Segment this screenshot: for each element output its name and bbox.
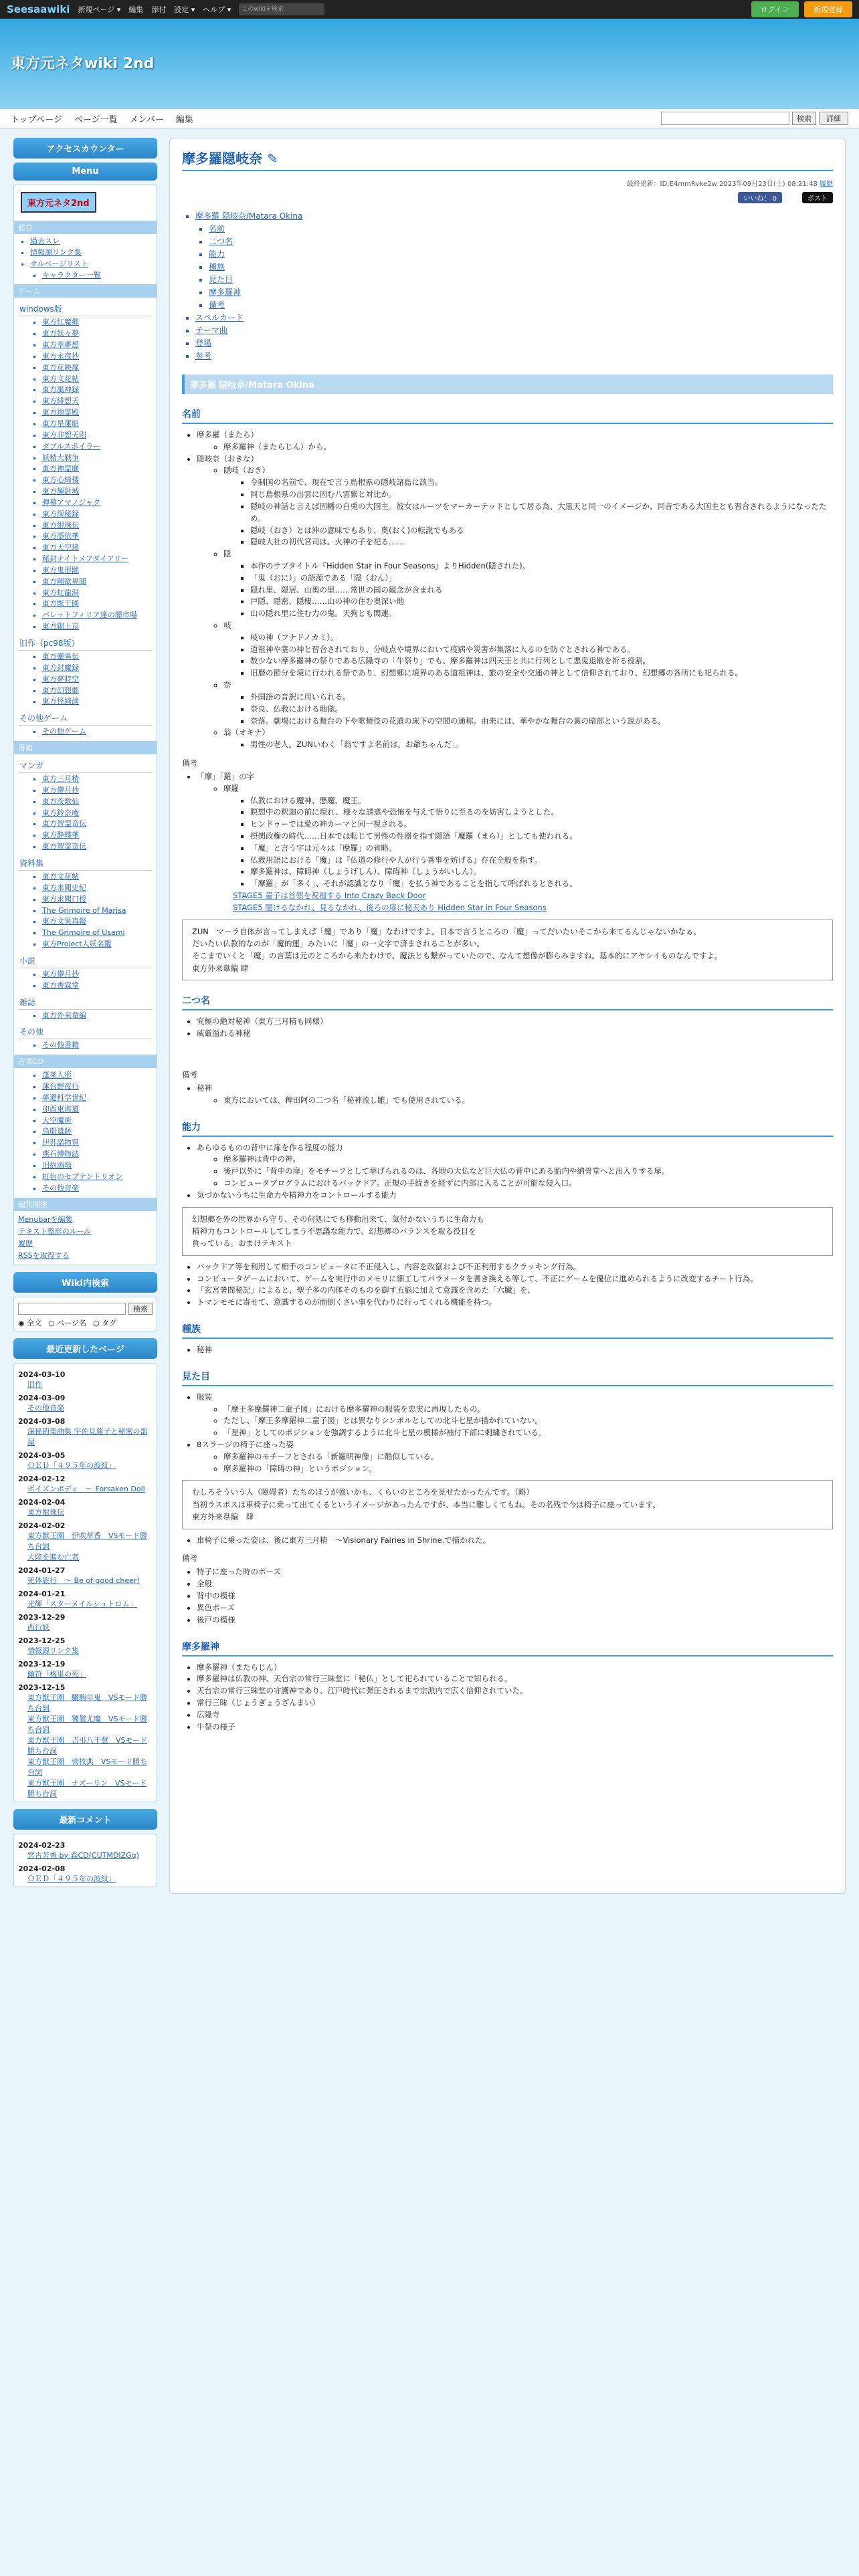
sidebar-item[interactable]: ▪ 東方儚月抄 [42,970,153,980]
seesaa-logo[interactable]: Seesaawiki [7,3,70,15]
quote-line: そこまでいくと「魔」の言葉は元のところから来たわけで、魔法とも繋がっていたので、なんて想像が膨らみますね。基本的にアヤシイものなんですよ。 [192,951,723,961]
sidebar-item[interactable]: ▪ その他音楽 [42,1184,153,1194]
list-item: • 全般 [197,1578,833,1590]
recent-date: 2024-02-08 [18,1864,66,1873]
wiki-search-box [13,1297,157,1331]
nav-edit[interactable]: 編集 [175,114,193,125]
nav-search-input[interactable] [661,112,789,125]
toc-item[interactable]: ▪ 摩多羅神 [209,286,833,298]
sidebar-item[interactable]: ▪ 東方酔蝶華 [42,831,153,841]
recent-link[interactable]: 光輝「スターメイルシュトロム」 [27,1599,137,1608]
recent-link[interactable]: 東方獣王園 驪駒早鬼 VSモード勝ち台詞 [27,1693,148,1713]
nav-search-button[interactable]: 検索 [792,112,816,125]
list-item: • 「玄宮署間秘記」によると、聖子多の内体そのものを御す五脳に加えて意識を含めた「六臓」を、 [197,1285,833,1297]
recent-link[interactable]: ＯＥＤ「４９５年の波紋」 [27,1461,116,1470]
x-post-button[interactable]: ポスト [802,192,833,203]
heading-name: 名前 [182,407,833,424]
menu-box [13,185,157,1265]
sidebar-item[interactable]: ▪ 東方鈴奈庵 [42,809,153,819]
search-opt-full[interactable]: ◉ 全文 [18,1318,42,1327]
sidebar-item[interactable]: ▪ その他書籍 [42,1041,153,1051]
recent-link[interactable]: 情報源リンク集 [27,1646,79,1655]
heading-ability: 能力 [182,1120,833,1137]
recent-date: 2024-02-04 [18,1497,66,1507]
sidebar-item[interactable]: ▪ 東方智霊奇伝 [42,819,153,829]
list-item: ▪ 「魔」と言う字は元々は「摩羅」の省略。 [250,843,833,855]
heading-species: 種族 [182,1322,833,1339]
sidebar-item[interactable]: ▪ 東方輝針城 [42,487,153,497]
sidebar-item[interactable]: ▪ 東方錦上京 [42,622,153,632]
recent-link[interactable]: 東方獣王園 伊吹萃香 VSモード勝ち台詞 [27,1531,148,1551]
heading-appearance: 見た目 [182,1370,833,1386]
sidebar-item[interactable]: ▪ 情報源リンク集 [30,248,153,258]
list-item: • 威厳溢れる神秘 [197,1028,833,1040]
list-item: • 車椅子に乗った姿は、後に東方三月精 ～Visionary Fairies in Shrine.で描かれた。 [197,1535,833,1547]
quote-line: 精神力もコントロールしてしまう不思議な能力で、幻想郷のバランスを取る役目を [192,1226,476,1236]
wiki-search-input[interactable] [18,1303,126,1315]
site-title[interactable]: 東方元ネタwiki 2nd [11,56,155,72]
list-item: ▪ 戸隠、隠密、隠棲……山の神の住む奥深い地 [250,596,833,608]
list-item: ▪ 摂関政権の時代……日本では転じて男性の性器を指す隠語「魔羅（まら）」としても使われる。 [250,831,833,843]
recent-link[interactable]: 深秘的楽曲集 宇佐見蓮子と秘密の部屋 [27,1426,148,1446]
quote-line: 負っている。おまけテキスト [192,1239,292,1249]
recent-link[interactable]: 東方獣王園 ナズーリン VSモード勝ち台詞 [27,1778,147,1798]
recent-date: 2024-02-23 [18,1840,66,1850]
toc-item[interactable]: ▪ 二つ名 [209,235,833,247]
sidebar-item[interactable]: ▪ 東方風神録 [42,385,153,395]
login-button[interactable]: ログイン [751,1,799,17]
quote-line: 東方外来韋編 肆 [192,963,249,973]
comments-header: 最新コメント [13,1809,157,1830]
list-item: ▪ 山の隠れ里に住む力の鬼。天狗とも関連。 [250,608,833,620]
sidebar-item[interactable]: ▪ 東方永夜抄 [42,352,153,362]
list-item: • 摩多羅神（またらじん） [197,1662,833,1674]
sidebar-item[interactable]: ▪ 東方求聞口授 [42,895,153,905]
sidebar-item[interactable]: ▪ 伊弉諾物質 [42,1138,153,1148]
sidebar-item[interactable]: ▪ 東方封魔録 [42,663,153,673]
recent-link[interactable]: 西行妖 [27,1622,50,1632]
toc-item-okina[interactable]: ▪ 摩多羅 隠岐奈/Matara Okina [195,210,833,221]
sidebar-item[interactable]: ▪ 東方智霊奇伝 [42,842,153,852]
quote-box-zun [182,920,833,981]
list-item: • バックドア等を利用して相手のコンピュータに不正侵入し、内容を改竄および不正利用するクラッキング行為。 [197,1261,833,1273]
sidebar-item[interactable]: ▪ 東方神霊廟 [42,464,153,474]
menu-logo[interactable]: 東方元ネタ2nd [21,192,96,213]
list-item: ▪ 男性の老人。ZUNいわく「翁ですよ名前は。お爺ちゃんだ」。 [250,739,833,751]
windows-title: windows版 [18,302,153,316]
history-link[interactable]: 履歴 [820,181,833,188]
sidebar-item[interactable]: ▪ 東方茨歌仙 [42,797,153,807]
pc98-title: 旧作（pc98版） [18,636,153,651]
sidebar-item[interactable]: ▪ 東方文花帖 [42,872,153,882]
quote-box-appearance [182,1480,833,1529]
list-item: ▪ 仏教における魔神、悪魔、魔王。 [250,795,833,807]
list-item: ▪ 外国語の音訳に用いられる。 [250,691,833,704]
sidebar-item[interactable]: ▪ 東方妖々夢 [42,329,153,339]
list-item: • 秘神 [197,1344,833,1356]
list-item: ▪ 令制国の名前で、現在で言う島根県の隠岐諸島に該当。 [250,477,833,489]
quote-line: 東方外来韋編 肆 [192,1512,254,1522]
sidebar-item[interactable]: ▪ 東方夢時空 [42,675,153,685]
heading-matarajin: 摩多羅神 [182,1640,833,1656]
sidebar-item[interactable]: ▪ 東方靈異伝 [42,652,153,662]
sec-books: 書籍 [14,741,157,754]
edit-pencil-icon[interactable]: ✎ [266,150,278,167]
main-content: 摩多羅隠岐奈 ✎ 最終更新：ID:E4mmRvke2w 2023年09月23日(土) 08:21:48 履歴 いいね！ 0 ポスト ▪ 摩多羅 隠岐奈/Matara Okina ▪ 名前 ▪ 二つ名 ▪ 能力 ▪ 種族 ▪ 見た目 ▪ 摩多羅神 ▪ 備考 ▪ スペルカード ▪ テーマ曲 ▪ 登場 ▪ 参考 摩多羅 隠岐奈/Matara Okina 名前 • 摩多羅（またら） ◦ 摩多羅神（またらじん）から。 • 隠岐奈（おきな） ◦ 隠岐（おき） ▪ 令制国の名前で、現在で言う島根県の隠岐諸島に該当。 ▪ 同じ島根県の出雲に因む八雲紫と対比か。 ▪ 隠岐の神話と言えば因幡の白兎の大国主。彼女はルーツをマーカーテッドとして居る為、大黒天と同一のイメージか、同音である大国主とも習合されるようになったため。 ▪ 隠岐（おき）とは沖の意味でもあり、奥(おく)の転訛でもある ▪ 隠岐大社の初代宮司は、火神の子を祀る…… ◦ 隠 ▪ 本作のサブタイトル『Hidden Star in Four Seasons』よりHidden(隠された)。 ▪ 「鬼（おに）」の語源である「隠（おん）」 ▪ 隠れ里、隠居、山奥の里……常世の国の観念が含まれる ▪ 戸隠、隠密、隠棲……山の神の住む奥深い地 ▪ 山の隠れ里に住む力の鬼。天狗とも関連。 ◦ 岐 ▪ 岐の神（フナドノカミ）。 ▪ 道祖神や塞の神と習合されており、分岐点や境界において疫病や災害が集落に入るのを防ぐとされる神である。 ▪ 数少ない摩多羅神の祭りである広隆寺の「牛祭り」でも、摩多羅神は四天王と共に行列として悪鬼退散を祈る役割。 ▪ 旧暦の節分を境に行われる祭であり、幻想郷に境界のある道祖神は、旅の安全や交通の神として信仰されており、幻想郷の各所にも祀られる。 ◦ 奈 ▪ 外国語の音訳に用いられる。 ▪ 奈良、仏教における地獄。 ▪ 奈落。劇場における舞台の下や歌舞伎の花道の床下の空間の通称。由来には、華やかな舞台の裏の暗部という説がある。 ◦ 翁（オキナ） ▪ 男性の老人。ZUNいわく「翁ですよ名前は。お爺ちゃんだ」。 備考 • 「摩」「羅」の字 ◦ 摩羅 ▪ 仏教における魔神、悪魔、魔王。 ▪ 瞑想中の釈迦の前に現れ、様々な誘惑や恐怖を与えて悟りに至るのを妨害しようとした。 ▪ ヒンドゥーでは愛の神カーマと同一視される。 ▪ 摂関政権の時代……日本では転じて男性の性器を指す隠語「魔羅（まら）」としても使われる。 ▪ 「魔」と言う字は元々は「摩羅」の省略。 ▪ 仏教用語における「魔」は『仏道の修行や人が行う善事を妨げる』存在全般を指す。 ▪ 摩多羅神は、障碍神（しょうげしん）、障碍神（しょうがいしん）。 ▪ 「摩羅」が「多く」、それが認識となり「魔」を払う神であることを指して呼ばれるとされる。 STAGE5 童子は首領を祝福する Into Crazy Back Door STAGE5 闇けるなかれ、見るなかれ、後ろの扉に秘天あり Hidden Star in Four Seasons ZUN マーラ自体が言ってしまえば「魔」であり「魔」なわけですよ。日本で言うところの「魔」ってだいたいそこから来てるんじゃないかなぁ。 だいたい仏教的なのが「魔的運」みたいに「魔」の一文字で済まされることが多い。 そこまでいくと「魔」の言葉は元のところから来たわけで、魔法とも繋がっていたので、なんて想像が膨らみますね。基本的にアヤシイものなんですよ。 東方外来韋編 肆 二つ名 • 究極の絶対秘神（東方三月精も同様） • 威厳溢れる神秘 備考 • 秘神 ◦ 東方においては、稗田阿の二つ名「秘神流し雛」でも使用されている。 能力 • あらゆるものの背中に扉を作る程度の能力 ◦ 摩多羅神は背中の神。 ◦ 後戸以外に「背中の扉」をモチーフとして挙げられるのは、各地の大仏など巨大仏の背中にある胎内や納骨堂へと出入りする扉。 ◦ コンピュータプログラムにおけるバックドア。正規の手続きを経ずに内部に入ることが可能な侵入口。 • 気づかないうちに生命力や精神力をコントロールする能力 幻想郷を外の世界から守り、その何処にでも移動出来て、気付かないうちに生命力も 精神力もコントロールしてしまう不思議な能力で、幻想郷のバランスを取る役目を 負っている。おまけテキスト • バックドア等を利用して相手のコンピュータに不正侵入し、内容を改竄および不正利用するクラッキング行為。 • コンピュータゲームにおいて、ゲームを実行中のメモリに細工してパラメータを書き換える等して、不正にゲームを優位に進められるように改変するチート行為。 • 「玄宮署間秘記」によると、聖子多の内体そのものを御す五脳に加えて意識を含めた「六臓」を、 • トマンモモに寄せて、意識するのが面倒くさい事を代わりに行ってくれる機能を持つ。 種族 • 秘神 見た目 • 服装 ◦ 「摩王多摩羅神二童子図」における摩多羅神の服装を忠実に再現したもの。 ◦ ただし、「摩王多摩羅神二童子図」とは異なりシンボルとしての北斗七星が描かれていない。 ◦ 「星神」としてのポジションを強調するように北斗七星の模様が袖付下部に刺繍されている。 • 8スラージの椅子に座った姿 ◦ 摩多羅神のモチーフとされる「新羅明神像」に酷似している。 ◦ 摩多羅神の「障碍の神」というポジション。 むしろそういう人（障碍者）たちのほうが強いかも、くらいのところを見せたかったんです。（略） 当初ラスボスは車椅子に乗って出てくるというイメージがあったんですが、本当に難しくてもね。その名残で今は椅子に座っています。 東方外来韋編 肆 • 車椅子に乗った姿は、後に東方三月精 ～Visionary Fairies in Shrine.で描かれた。 備考 • 特子に座った時のポーズ • 全般 • 背中の模様 • 異色ポーズ • 後戸の模様 摩多羅神 • 摩多羅神（またらじん） • 摩多羅神は仏教の神、天台宗の常行三昧堂に「秘仏」として祀られていることで知られる。 • 天台宗の常行三昧堂の守護神であり、江戸時代に弾圧されるまで宗派内で広く信仰されていた。 • 常行三昧（じょうぎょうざんまい） • 広隆寺 • 牛祭の様子 [169,138,846,1894]
edit-link[interactable]: テキスト整形のルール [18,1226,92,1236]
list-item: ▪ 同じ島根県の出雲に因む八雲紫と対比か。 [250,489,833,501]
sidebar-item[interactable]: ▪ 東方緋想天 [42,397,153,407]
quote-line: むしろそういう人（障碍者）たちのほうが強いかも、くらいのところを見せたかったんです。（略） [192,1487,534,1497]
recent-link[interactable]: 東方獣王園 菅牧典 VSモード勝ち台詞 [27,1757,148,1777]
sidebar-item[interactable]: ▪ 過去スレ [30,237,153,247]
sec-general: 総合 [14,221,157,234]
list-item: • コンピュータゲームにおいて、ゲームを実行中のメモリに細工してパラメータを書き換える等して、不正にゲームを優位に進められるように改変するチート行為。 [197,1273,833,1285]
list-item: • トマンモモに寄せて、意識するのが面倒くさい事を代わりに行ってくれる機能を持つ。 [197,1297,833,1309]
edit-link[interactable]: RSSを取得する [18,1251,70,1260]
reference-link[interactable]: STAGE5 闇けるなかれ、見るなかれ、後ろの扉に秘天あり Hidden Star in Four Seasons [233,902,547,912]
novel-title: 小説 [18,954,153,968]
sidebar-item[interactable]: ▪ 旧約酒場 [42,1161,153,1171]
sidebar-item[interactable]: ▪ サルページリスト [30,259,153,270]
recent-date: 2024-03-05 [18,1451,66,1460]
manga-title: マンガ [18,758,153,773]
list-item: ▪ 瞑想中の釈迦の前に現れ、様々な誘惑や恐怖を与えて悟りに至るのを妨害しようとした。 [250,807,833,819]
note-label: 備考 [182,758,197,768]
sec-edit: 編集関係 [14,1198,157,1211]
recent-link[interactable]: 旧作 [27,1380,42,1389]
recent-date: 2023-12-25 [18,1636,66,1645]
sidebar-item[interactable]: ▪ 東方花映塚 [42,363,153,373]
recent-link[interactable]: ポイズンボディ ～ Forsaken Doll [27,1484,145,1493]
list-item: ▪ 奈良、仏教における地獄。 [250,704,833,716]
sidebar-item[interactable]: ▪ 東方地霊殿 [42,408,153,418]
help-menu[interactable]: ヘルプ ▾ [203,5,231,14]
recent-link[interactable]: 大陸を進む亡者 [27,1552,79,1562]
list-item: ▪ 奈落。劇場における舞台の下や歌舞伎の花道の床下の空間の通称。由来には、華やかな舞台の裏の暗部という説がある。 [250,716,833,728]
recent-link[interactable]: その他音楽 [27,1403,64,1412]
sidebar [13,138,157,1894]
section-okina: 摩多羅 隠岐奈/Matara Okina [182,374,833,394]
new-page-menu[interactable]: 新規ページ ▾ [78,5,121,14]
toc-item[interactable]: ▪ 参考 [195,350,833,361]
nav-page-list[interactable]: ページ一覧 [74,114,118,125]
top-bar [0,0,859,19]
recent-date: 2024-01-27 [18,1566,66,1575]
toc-item[interactable]: ▪ 見た目 [209,274,833,285]
list-item: ◦ 後戸以外に「背中の扉」をモチーフとして挙げられるのは、各地の大仏など巨大仏の背中にある胎内や納骨堂へと出入りする扉。 [223,1166,833,1178]
edit-menu[interactable]: 編集 [128,5,144,14]
sidebar-item[interactable]: ▪ 蓮台野夜行 [42,1082,153,1092]
list-item: ▪ 岐の神（フナドノカミ）。 [250,632,833,644]
list-item: • 常行三昧（じょうぎょうざんまい） [197,1697,833,1709]
quote-line: 幻想郷を外の世界から守り、その何処にでも移動出来て、気付かないうちに生命力も [192,1214,484,1224]
recent-link[interactable]: 東方獣王園 饕餮尤魔 VSモード勝ち台詞 [27,1714,148,1734]
sidebar-item[interactable]: ▪ 東方心綺楼 [42,475,153,486]
list-item: • 異色ポーズ [197,1602,833,1614]
facebook-like-button[interactable]: いいね！ 0 [738,192,782,203]
sidebar-item[interactable]: ▪ 東方紅魔郷 [42,318,153,328]
settings-menu[interactable]: 設定 ▾ [174,5,195,14]
sidebar-item[interactable]: ▪ 東方鬼形獣 [42,566,153,576]
sidebar-item[interactable]: ▪ 東方幻想郷 [42,686,153,696]
other-game-title: その他ゲーム [18,711,153,726]
note-label-3: 備考 [182,1553,197,1564]
list-item: ▪ 隠岐の神話と言えば因幡の白兎の大国主。彼女はルーツをマーカーテッドとして居る為、大黒天と同一のイメージか、同音である大国主とも習合されるようになったため。 [250,501,833,525]
sidebar-item[interactable]: ▪ 大空魔術 [42,1116,153,1126]
list-item: ◦ ただし、「摩王多摩羅神二童子図」とは異なりシンボルとしての北斗七星が描かれていない。 [223,1415,833,1427]
recent-date: 2024-02-02 [18,1521,66,1530]
sidebar-item[interactable]: ▪ 東方三月精 [42,774,153,784]
search-opt-page[interactable]: ○ ページ名 [48,1318,86,1327]
reference-link[interactable]: STAGE5 童子は首領を祝福する Into Crazy Back Door [233,891,426,901]
sidebar-item[interactable]: ▪ ダブルスポイラー [42,442,153,452]
list-item: ◦ 摩多羅神の「障碍の神」というポジション。 [223,1463,833,1475]
sidebar-item[interactable]: ▪ 東方外来韋編 [42,1011,153,1021]
wiki-search-button[interactable]: 検索 [128,1303,153,1315]
sidebar-item[interactable]: ▪ 卯酉東海道 [42,1105,153,1115]
nav-bar [0,109,859,128]
sidebar-item[interactable]: ▪ 東方獣王園 [42,599,153,609]
list-item: • 特子に座った時のポーズ [197,1566,833,1578]
heading-nickname: 二つ名 [182,994,833,1010]
sidebar-item[interactable]: ▪ 鳥船遺跡 [42,1127,153,1137]
mag-title: 雑誌 [18,995,153,1010]
sidebar-item[interactable]: ▪ The Grimoire of Marisa [42,906,153,916]
toc-item[interactable]: ▪ 登場 [195,337,833,348]
list-item: ◦ 東方においては、稗田阿の二つ名「秘神流し雛」でも使用されている。 [223,1095,833,1107]
list-item: ◦ 摩多羅神のモチーフとされる「新羅明神像」に酷似している。 [223,1451,833,1463]
quote-line: ZUN マーラ自体が言ってしまえば「魔」であり「魔」なわけですよ。日本で言うところの「魔」ってだいたいそこから来てるんじゃないかなぁ。 [192,926,701,936]
toc-item[interactable]: ▪ 備考 [209,299,833,310]
list-item: ◦ 「星神」としてのポジションを強調するように北斗七星の模様が袖付下部に刺繍されている。 [223,1427,833,1439]
note-list: • 「摩」「羅」の字 ◦ 摩羅 ▪ 仏教における魔神、悪魔、魔王。 ▪ 瞑想中の釈迦の前に現れ、様々な誘惑や恐怖を与えて悟りに至るのを妨害しようとした。 ▪ ヒンドゥーでは愛の神カーマと同一視される。 ▪ 摂関政権の時代……日本では転じて男性の性器を指す隠語「魔羅（まら）」としても使われる。 ▪ 「魔」と言う字は元々は「摩羅」の省略。 ▪ 仏教用語における「魔」は『仏道の修行や人が行う善事を妨げる』存在全般を指す。 ▪ 摩多羅神は、障碍神（しょうげしん）、障碍神（しょうがいしん）。 ▪ 「摩羅」が「多く」、それが認識となり「魔」を払う神であることを指して呼ばれるとされる。 STAGE5 童子は首領を祝福する Into Crazy Back Door STAGE5 闇けるなかれ、見るなかれ、後ろの扉に秘天あり Hidden Star in Four Seasons [182,771,833,914]
list-item: • 後戸の模様 [197,1614,833,1626]
sidebar-item[interactable]: ▪ 東方香霖堂 [42,981,153,991]
edit-link[interactable]: 履歴 [18,1239,33,1248]
sidebar-item-characters[interactable]: ▪ キャラクター一覧 [42,271,153,281]
recent-date: 2024-02-12 [18,1474,66,1483]
nav-detail-button[interactable]: 詳細 [819,112,848,125]
recent-link[interactable]: ＯＥＤ「４９５年の波紋」 [27,1874,116,1883]
sidebar-item[interactable]: ▪ 弾幕アマノジャク [42,498,153,508]
recent-date: 2023-12-29 [18,1612,66,1622]
list-item: ▪ 本作のサブタイトル『Hidden Star in Four Seasons』よりHidden(隠された)。 [250,560,833,572]
other-title: その他 [18,1025,153,1039]
sidebar-item[interactable]: ▪ 蓬莱人形 [42,1071,153,1081]
nav-top-page[interactable]: トップページ [11,114,62,125]
list-item: ▪ 道祖神や塞の神と習合されており、分岐点や境界において疫病や災害が集落に入るのを防ぐとされる神である。 [250,644,833,656]
sidebar-item[interactable]: ▪ 東方虹龍洞 [42,588,153,599]
toc-item[interactable]: ▪ 種族 [209,261,833,272]
toc-item[interactable]: ▪ 能力 [209,248,833,259]
sidebar-item[interactable]: ▪ その他ゲーム [42,727,153,737]
search-opt-tag[interactable]: ○ タグ [93,1318,117,1327]
recent-date: 2024-01-21 [18,1589,66,1598]
list-item: ◦ 「摩王多摩羅神二童子図」における摩多羅神の服装を忠実に再現したもの。 [223,1404,833,1416]
toc-item[interactable]: ▪ 名前 [209,223,833,234]
table-of-contents [182,210,833,361]
site-header [0,19,859,109]
recent-date: 2024-03-09 [18,1393,66,1402]
sidebar-item[interactable]: ▪ 東方文花帖 [42,374,153,385]
top-search-input[interactable]: このwikiを検索 [239,3,324,15]
attach-menu[interactable]: 添付 [151,5,167,14]
sec-music: 音楽CD [14,1055,157,1068]
sidebar-item[interactable]: ▪ 東方文果真報 [42,917,153,927]
list-item: ▪ 数少ない摩多羅神の祭りである広隆寺の「牛祭り」でも、摩多羅神は四天王と共に行列として悪鬼退散を祈る役割。 [250,655,833,667]
menu-header: Menu [13,163,157,181]
recent-date: 2024-03-10 [18,1370,66,1379]
recent-box [13,1363,157,1802]
sidebar-item[interactable]: ▪ 東方非想天則 [42,431,153,441]
sidebar-item[interactable]: ▪ 東方萃夢想 [42,340,153,350]
sidebar-item[interactable]: ▪ 東方天空璋 [42,543,153,553]
list-item: ▪ 隠れ里、隠居、山奥の里……常世の国の観念が含まれる [250,584,833,597]
note-label-2: 備考 [182,1069,197,1079]
sidebar-item[interactable]: ▪ 東方儚月抄 [42,786,153,796]
list-item: • 広隆寺 [197,1709,833,1721]
access-counter-header: アクセスカウンター [13,138,157,158]
name-list: • 摩多羅（またら） ◦ 摩多羅神（またらじん）から。 • 隠岐奈（おきな） ◦ 隠岐（おき） ▪ 令制国の名前で、現在で言う島根県の隠岐諸島に該当。 ▪ 同じ島根県の出雲に因む八雲紫と対比か。 ▪ 隠岐の神話と言えば因幡の白兎の大国主。彼女はルーツをマーカーテッドとして居る為、大黒天と同一のイメージか、同音である大国主とも習合されるようになったため。 ▪ 隠岐（おき）とは沖の意味でもあり、奥(おく)の転訛でもある ▪ 隠岐大社の初代宮司は、火神の子を祀る…… ◦ 隠 ▪ 本作のサブタイトル『Hidden Star in Four Seasons』よりHidden(隠された)。 ▪ 「鬼（おに）」の語源である「隠（おん）」 ▪ 隠れ里、隠居、山奥の里……常世の国の観念が含まれる ▪ 戸隠、隠密、隠棲……山の神の住む奥深い地 ▪ 山の隠れ里に住む力の鬼。天狗とも関連。 ◦ 岐 ▪ 岐の神（フナドノカミ）。 ▪ 道祖神や塞の神と習合されており、分岐点や境界において疫病や災害が集落に入るのを防ぐとされる神である。 ▪ 数少ない摩多羅神の祭りである広隆寺の「牛祭り」でも、摩多羅神は四天王と共に行列として悪鬼退散を祈る役割。 ▪ 旧暦の節分を境に行われる祭であり、幻想郷に境界のある道祖神は、旅の安全や交通の神として信仰されており、幻想郷の各所にも祀られる。 ◦ 奈 ▪ 外国語の音訳に用いられる。 ▪ 奈良、仏教における地獄。 ▪ 奈落。劇場における舞台の下や歌舞伎の花道の床下の空間の通称。由来には、華やかな舞台の裏の暗部という説がある。 ◦ 翁（オキナ） ▪ 男性の老人。ZUNいわく「翁ですよ名前は。お爺ちゃんだ」。 [182,429,833,751]
list-item: ▪ ヒンドゥーでは愛の神カーマと同一視される。 [250,819,833,831]
recent-link[interactable]: 死体旅行 ～ Be of good cheer! [27,1576,140,1585]
nav-members[interactable]: メンバー [129,114,164,125]
list-item: ◦ 摩多羅神は背中の神。 [223,1154,833,1166]
sidebar-item[interactable]: ▪ 東方求聞史紀 [42,883,153,893]
sidebar-item[interactable]: ▪ 燕石博物誌 [42,1150,153,1160]
sidebar-item[interactable]: ▪ バレットフィリア達の闇市場 [42,611,153,621]
page-meta: 最終更新：ID:E4mmRvke2w 2023年09月23日(土) 08:21:48 履歴 [626,181,833,188]
register-button[interactable]: 新規登録 [804,1,852,17]
sidebar-item[interactable]: ▪ 妖精大戦争 [42,453,153,463]
recent-date: 2023-12-19 [18,1659,66,1669]
list-item: ◦ コンピュータプログラムにおけるバックドア。正規の手続きを経ずに内部に入ることが可能な侵入口。 [223,1178,833,1190]
recent-header: 最近更新したページ [13,1338,157,1359]
page-title: 摩多羅隠岐奈 ✎ [182,148,833,171]
recent-link[interactable]: 東方獣王園 吉弔八千慧 VSモード勝ち台詞 [27,1735,148,1755]
sidebar-item[interactable]: ▪ 夢違科学世紀 [42,1093,153,1103]
sidebar-item[interactable]: ▪ 東方剛欲異聞 [42,577,153,587]
sidebar-item[interactable]: ▪ 東方星蓮船 [42,419,153,429]
sidebar-item[interactable]: ▪ The Grimoire of Usami [42,928,153,938]
sidebar-item[interactable]: ▪ 東方Project人妖名鑑 [42,940,153,950]
sidebar-item[interactable]: ▪ 秘封ナイトメアダイアリー [42,554,153,564]
list-item: ▪ 摩多羅神は、障碍神（しょうげしん）、障碍神（しょうがいしん）。 [250,866,833,878]
sidebar-item[interactable]: ▪ 東方怪綺談 [42,697,153,707]
list-item: • 摩多羅神は仏教の神、天台宗の常行三昧堂に「秘仏」として祀られていることで知られる。 [197,1673,833,1685]
recent-date: 2024-03-08 [18,1416,66,1426]
quote-line: だいたい仏教的なのが「魔的運」みたいに「魔」の一文字で済まされることが多い。 [192,939,484,949]
sec-game: ゲーム [14,284,157,298]
recent-date: 2023-12-15 [18,1683,66,1692]
list-item: • 牛祭の様子 [197,1721,833,1733]
quote-box-ability [182,1207,833,1256]
list-item: ▪ 「摩羅」が「多く」、それが認識となり「魔」を払う神であることを指して呼ばれるとされる。 [250,878,833,890]
wiki-search-header: Wiki内検索 [13,1272,157,1293]
list-item: ▪ 隠岐（おき）とは沖の意味でもあり、奥(おく)の転訛でもある [250,525,833,537]
toc-item[interactable]: ▪ スペルカード [195,312,833,323]
list-item: ▪ 仏教用語における「魔」は『仏道の修行や人が行う善事を妨げる』存在全般を指す。 [250,855,833,867]
recent-link[interactable]: 宮古芳香 by 森CD(CUTMDIZGg) [27,1850,139,1860]
list-item: ▪ 「鬼（おに）」の語源である「隠（おん）」 [250,572,833,584]
comments-box [13,1834,157,1887]
material-title: 資料集 [18,856,153,871]
sidebar-item[interactable]: ▪ 東方紺珠伝 [42,521,153,531]
list-item: • 天台宗の常行三昧堂の守護神であり、江戸時代に弾圧されるまで宗派内で広く信仰されていた。 [197,1685,833,1697]
sidebar-item[interactable]: ▪ 東方深秘録 [42,510,153,520]
list-item: • 背中の模様 [197,1590,833,1602]
list-item: ▪ 旧暦の節分を境に行われる祭であり、幻想郷に境界のある道祖神は、旅の安全や交通の神として信仰されており、幻想郷の各所にも祀られる。 [250,667,833,679]
sidebar-item[interactable]: ▪ 虹色のセプテントリオン [42,1172,153,1182]
sidebar-item[interactable]: ▪ 東方憑依華 [42,532,153,542]
list-item: ▪ 隠岐大社の初代宮司は、火神の子を祀る…… [250,536,833,548]
recent-link[interactable]: 幽符「梅里の死」 [27,1669,86,1679]
list-item: • 究極の絶対秘神（東方三月精も同様） [197,1016,833,1028]
edit-link[interactable]: Menubarを編集 [18,1214,73,1224]
toc-item[interactable]: ▪ テーマ曲 [195,324,833,336]
quote-line: 当初ラスボスは車椅子に乗って出てくるというイメージがあったんですが、本当に難しくてもね。その名残で今は椅子に座っています。 [192,1499,660,1509]
recent-link[interactable]: 東方紺珠伝 [27,1507,64,1517]
